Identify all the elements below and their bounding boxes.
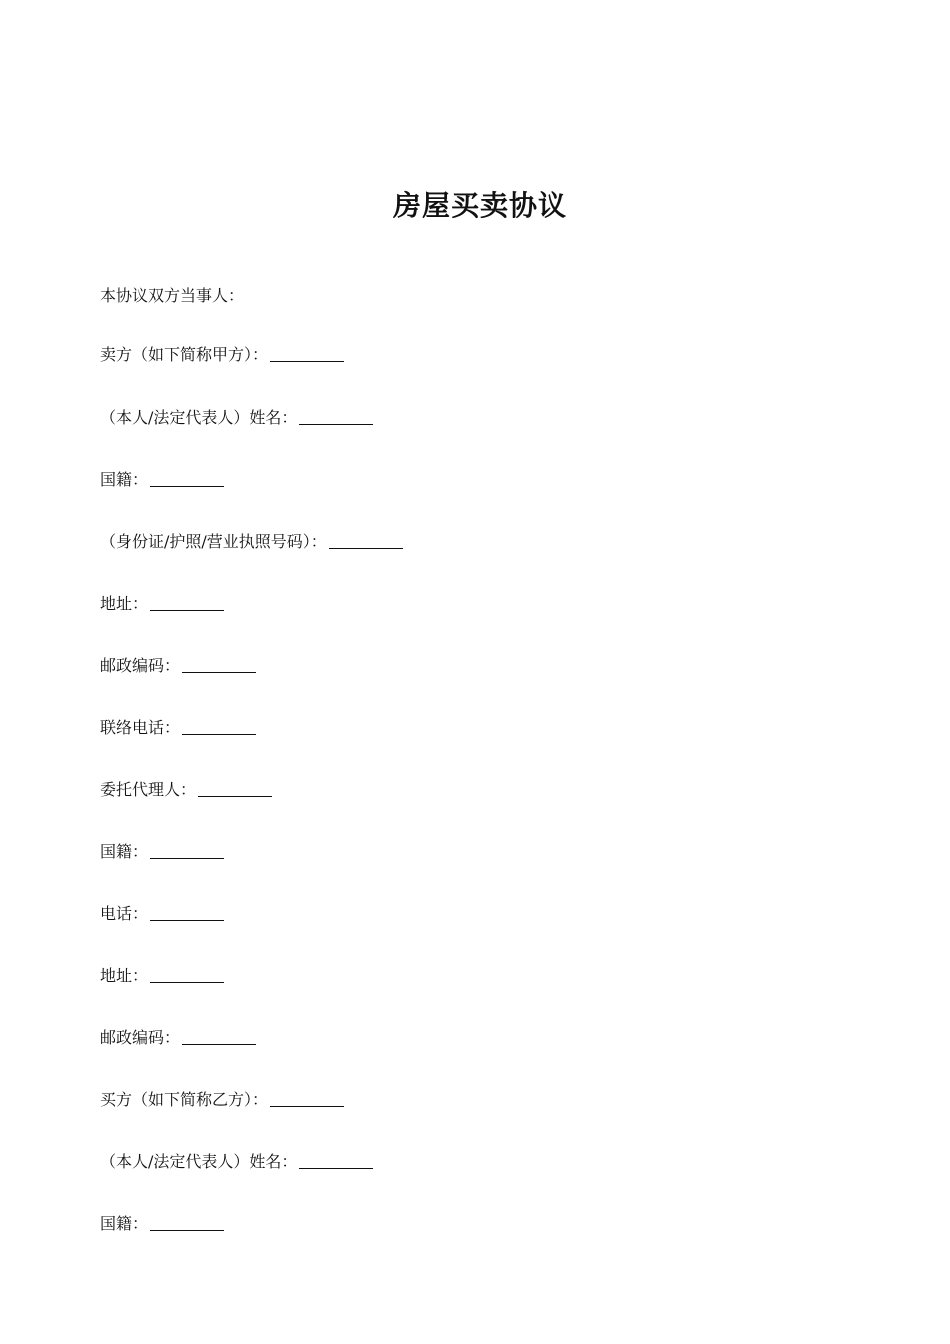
fill-in-blank[interactable] [270, 1090, 344, 1107]
fill-in-blank[interactable] [299, 408, 373, 425]
fill-in-blank[interactable] [150, 1214, 224, 1231]
fill-in-blank[interactable] [150, 842, 224, 859]
buyer-line [100, 1088, 344, 1111]
buyer-nationality-line [100, 1212, 224, 1235]
fill-in-blank[interactable] [150, 594, 224, 611]
fill-in-blank[interactable] [182, 718, 256, 735]
line-label: （本人/法定代表人）姓名： [100, 408, 298, 427]
line-label: 电话： [100, 904, 149, 923]
fill-in-blank[interactable] [182, 1028, 256, 1045]
line-label: （本人/法定代表人）姓名： [100, 1152, 298, 1171]
line-label: 本协议双方当事人： [100, 286, 245, 305]
line-label: 地址： [100, 966, 149, 985]
line-label: （身份证/护照/营业执照号码）： [100, 532, 327, 551]
line-label: 国籍： [100, 1214, 149, 1233]
seller-address-line [100, 592, 224, 615]
line-label: 邮政编码： [100, 656, 181, 675]
seller-id-line [100, 530, 403, 553]
line-label: 买方（如下简称乙方）： [100, 1090, 269, 1109]
agent-postcode-line [100, 1026, 256, 1049]
seller-name-line [100, 406, 373, 429]
seller-nationality-line [100, 468, 224, 491]
agent-address-line [100, 964, 224, 987]
line-label: 国籍： [100, 842, 149, 861]
line-label: 邮政编码： [100, 1028, 181, 1047]
intro-line [100, 285, 244, 307]
agent-nationality-line [100, 840, 224, 863]
seller-phone-line [100, 716, 256, 739]
line-label: 国籍： [100, 470, 149, 489]
fill-in-blank[interactable] [150, 966, 224, 983]
fill-in-blank[interactable] [182, 656, 256, 673]
line-label: 联络电话： [100, 718, 181, 737]
fill-in-blank[interactable] [150, 470, 224, 487]
agent-phone-line [100, 902, 224, 925]
fill-in-blank[interactable] [150, 904, 224, 921]
line-label: 卖方（如下简称甲方）： [100, 345, 269, 364]
document-title: 房屋买卖协议 [392, 189, 567, 222]
fill-in-blank[interactable] [329, 532, 403, 549]
fill-in-blank[interactable] [299, 1152, 373, 1169]
seller-postcode-line [100, 654, 256, 677]
seller-line [100, 343, 344, 366]
fill-in-blank[interactable] [198, 780, 272, 797]
fill-in-blank[interactable] [270, 345, 344, 362]
line-label: 委托代理人： [100, 780, 197, 799]
agent-line [100, 778, 272, 801]
buyer-name-line [100, 1150, 373, 1173]
line-label: 地址： [100, 594, 149, 613]
